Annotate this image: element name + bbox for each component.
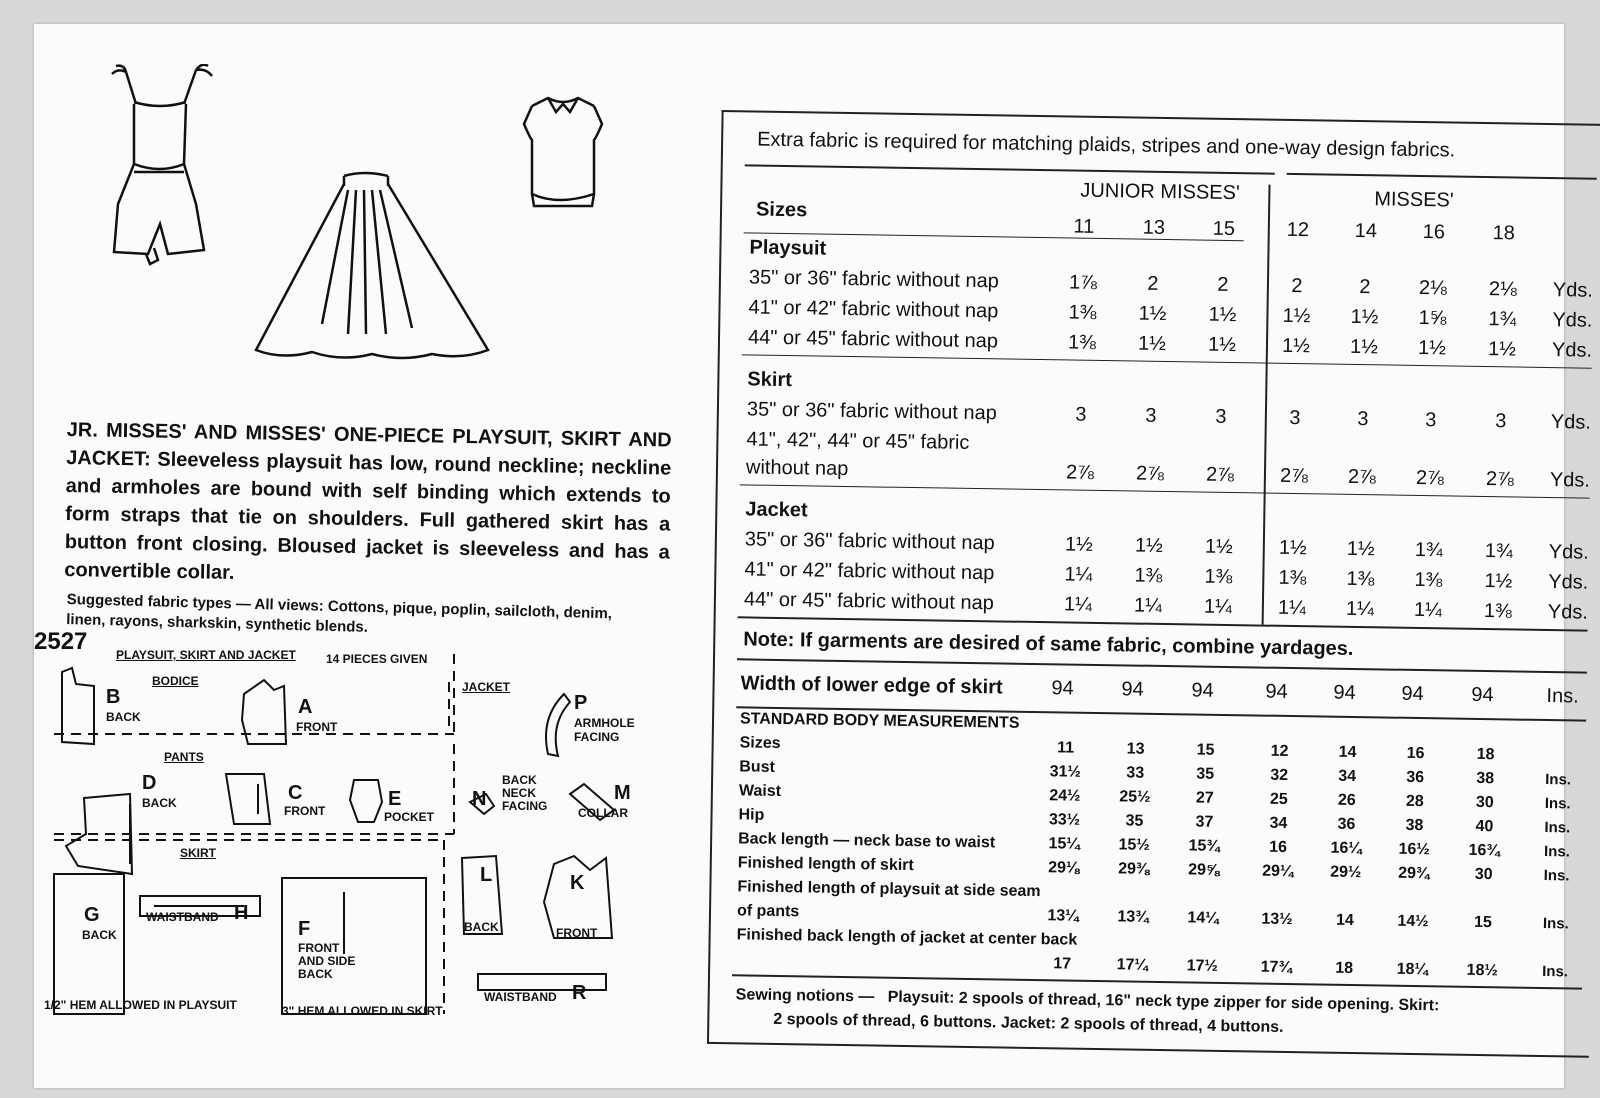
yardage-value: 1⅜ <box>1278 566 1307 590</box>
yardage-value: 2⅞ <box>1279 464 1309 488</box>
body-value: 35 <box>1196 765 1215 783</box>
yardage-value: 1⅜ <box>1067 331 1097 354</box>
body-value: 17 <box>1053 955 1072 973</box>
piece-e-name: POCKET <box>384 810 435 824</box>
section-heading: Playsuit <box>749 236 827 260</box>
yardage-value: 1½ <box>1282 304 1311 328</box>
body-value: 29½ <box>1330 863 1362 882</box>
yardage-value: 1½ <box>1208 303 1237 327</box>
yardage-value: 1½ <box>1346 537 1375 561</box>
body-value: 38 <box>1476 769 1495 788</box>
yardage-unit: Yds. <box>1552 309 1593 332</box>
pieces-given: 14 PIECES GIVEN <box>326 652 428 666</box>
yardage-value: 2⅛ <box>1488 278 1517 301</box>
body-row-label: Bust <box>739 758 775 776</box>
size-header: 13 <box>1142 216 1166 239</box>
piece-d-name: BACK <box>142 796 177 810</box>
yardage-value: 1½ <box>1487 338 1517 361</box>
yardage-value: 1⅜ <box>1346 567 1375 591</box>
yardage-value: 1⅜ <box>1134 564 1163 587</box>
body-value: 16½ <box>1398 840 1430 859</box>
piece-m-letter: M <box>614 782 631 804</box>
piece-c-name: FRONT <box>284 804 326 818</box>
body-value: 18½ <box>1466 961 1498 980</box>
yardage-value: 3 <box>1215 405 1227 428</box>
body-value: 29¾ <box>1398 864 1430 883</box>
piece-r-letter: R <box>572 982 587 1004</box>
yardage-value: 2⅞ <box>1485 468 1514 491</box>
piece-h-name: WAISTBAND <box>146 910 219 924</box>
sizes-label: Sizes <box>755 198 808 222</box>
body-value: 17¾ <box>1260 958 1292 977</box>
skirt-width-value: 94 <box>1051 677 1074 700</box>
body-value: 13¾ <box>1117 908 1149 926</box>
yardage-value: 1½ <box>1350 305 1379 329</box>
playsuit-illustration <box>104 64 224 274</box>
body-value: 18¼ <box>1396 960 1428 979</box>
body-value: 32 <box>1270 766 1289 784</box>
sewing-line-2: 2 spools of thread, 6 buttons. Jacket: 2 spools of thread, 4 buttons. <box>773 1010 1284 1036</box>
yardage-value: 1½ <box>1278 536 1307 560</box>
body-value: 36 <box>1406 768 1425 787</box>
body-value: 14¼ <box>1187 909 1219 927</box>
body-value: 14½ <box>1397 912 1429 931</box>
yardage-value: 2⅞ <box>1205 463 1235 487</box>
jacket-label: JACKET <box>462 680 511 694</box>
body-value: 14 <box>1335 911 1355 930</box>
pattern-envelope-back <box>34 24 1594 1088</box>
yardage-value: 1½ <box>1064 533 1093 556</box>
skirt-illustration <box>252 164 492 364</box>
skirt-width-value: 94 <box>1121 678 1144 701</box>
pieces-title: PLAYSUIT, SKIRT AND JACKET <box>116 648 296 662</box>
skirt-width-value: 94 <box>1401 682 1424 706</box>
yardage-row-label: 35" or 36" fabric without nap <box>746 398 997 425</box>
yardage-value: 2 <box>1147 272 1159 295</box>
yardage-row-label: 35" or 36" fabric without nap <box>748 266 1000 293</box>
body-value: 17¼ <box>1116 956 1148 974</box>
piece-g-name: BACK <box>82 928 117 942</box>
yardage-row-label-2: without nap <box>745 456 849 481</box>
piece-h-letter: H <box>234 902 249 924</box>
sewing-line-1: Playsuit: 2 spools of thread, 16" neck type zipper for side opening. Skirt: <box>887 988 1440 1015</box>
yardage-row-label: 41" or 42" fabric without nap <box>744 558 995 585</box>
yardage-unit: Yds. <box>1547 601 1589 624</box>
body-value: 24½ <box>1049 787 1081 805</box>
pattern-number: 2527 <box>34 628 88 655</box>
body-unit: Ins. <box>1544 795 1571 813</box>
yardage-unit: Yds. <box>1551 339 1593 362</box>
yardage-value: 3 <box>1289 406 1301 430</box>
yardage-value: 1½ <box>1207 333 1237 357</box>
yardage-value: 2 <box>1217 273 1229 296</box>
yardage-value: 1½ <box>1349 335 1379 359</box>
yardage-value: 1¼ <box>1133 594 1162 617</box>
section-heading: Jacket <box>745 498 808 522</box>
yardage-value: 1⅜ <box>1483 600 1512 623</box>
piece-c-letter: C <box>288 782 303 804</box>
body-unit: Ins. <box>1545 771 1572 789</box>
yardage-row-label: 41" or 42" fabric without nap <box>748 296 999 323</box>
size-header: 15 <box>1212 217 1236 241</box>
body-row-label: Finished length of skirt <box>737 854 914 875</box>
body-value: 15½ <box>1118 836 1150 854</box>
body-value: 13 <box>1126 740 1145 758</box>
sewing-label: Sewing notions — <box>735 986 875 1006</box>
body-value: 37 <box>1195 813 1214 831</box>
body-unit: Ins. <box>1542 962 1569 981</box>
yardage-value: 1¾ <box>1488 308 1517 331</box>
body-value: 18 <box>1476 745 1495 764</box>
body-value: 29⅝ <box>1188 861 1220 879</box>
yardage-value: 3 <box>1495 410 1507 433</box>
yardage-value: 1½ <box>1484 570 1513 593</box>
body-value: 25 <box>1269 790 1288 808</box>
piece-r-name: WAISTBAND <box>484 990 557 1004</box>
piece-l-letter: L <box>480 864 493 886</box>
piece-b-letter: B <box>106 686 121 708</box>
body-value: 40 <box>1475 817 1494 836</box>
piece-k-letter: K <box>570 872 585 894</box>
piece-d-letter: D <box>142 772 157 794</box>
yardage-unit: Yds. <box>1550 411 1592 434</box>
body-value: 29¼ <box>1262 862 1294 881</box>
body-value: 31½ <box>1049 763 1081 781</box>
body-row-label: Sizes <box>739 734 781 753</box>
body-title: STANDARD BODY MEASUREMENTS <box>739 710 1020 732</box>
yardage-value: 1⅝ <box>1418 306 1447 330</box>
body-row-label: Finished back length of jacket at center back <box>736 926 1078 949</box>
piece-p-name: ARMHOLE FACING <box>574 716 635 744</box>
body-value: 28 <box>1405 792 1424 811</box>
yardage-value: 2⅛ <box>1418 276 1447 300</box>
body-value: 11 <box>1057 739 1075 757</box>
body-value: 27 <box>1195 789 1214 807</box>
body-value: 13¼ <box>1047 907 1079 925</box>
body-row-label-2: of pants <box>736 902 800 921</box>
jacket-illustration <box>518 94 608 214</box>
size-header: 18 <box>1492 222 1516 245</box>
junior-misses-heading: JUNIOR MISSES' <box>1080 179 1240 205</box>
hem-playsuit-note: 1/2" HEM ALLOWED IN PLAYSUIT <box>44 998 237 1012</box>
piece-b-name: BACK <box>106 710 141 724</box>
piece-n-name: BACK NECK FACING <box>502 773 548 813</box>
chart-note-top: Extra fabric is required for matching plaids, stripes and one-way design fabrics. <box>756 128 1456 162</box>
section-heading: Skirt <box>747 368 793 392</box>
body-value: 14 <box>1338 743 1357 762</box>
body-value: 29⅛ <box>1048 859 1080 877</box>
body-value: 34 <box>1338 767 1357 786</box>
body-unit: Ins. <box>1543 867 1570 885</box>
body-value: 15¾ <box>1188 837 1220 855</box>
body-value: 16¾ <box>1468 841 1500 860</box>
note-combine: Note: If garments are desired of same fabric, combine yardages. <box>743 628 1354 660</box>
piece-g-letter: G <box>84 904 100 926</box>
yardage-value: 3 <box>1075 403 1087 426</box>
yardage-value: 3 <box>1145 404 1157 427</box>
skirt-width-value: 94 <box>1333 681 1356 705</box>
yardage-value: 1½ <box>1137 332 1167 356</box>
yardage-value: 2 <box>1359 276 1371 299</box>
yardage-value: 1¾ <box>1414 538 1443 562</box>
body-value: 15¼ <box>1048 835 1080 853</box>
description-title: JR. MISSES' AND MISSES' ONE-PIECE PLAYSUIT, SKIRT AND JACKET: <box>66 418 672 471</box>
piece-m-name: COLLAR <box>578 806 628 820</box>
yardage-unit: Yds. <box>1552 279 1594 302</box>
yardage-row-label: 35" or 36" fabric without nap <box>744 528 995 555</box>
suggested-text: All views: Cottons, pique, poplin, sailcloth, denim, linen, rayons, sharkskin, synthetic blends. <box>66 595 613 636</box>
body-value: 25½ <box>1119 788 1151 806</box>
yardage-unit: Yds. <box>1548 541 1589 564</box>
yardage-value: 1½ <box>1417 336 1447 360</box>
body-value: 30 <box>1475 793 1494 812</box>
description-body: Sleeveless playsuit has low, round neckline; neckline and armholes are bound with self binding which extends to form straps that tie on shoulders. Full gathered skirt has a button front closing. Bloused jacket is sleeveless and has a convertible collar. <box>64 448 672 584</box>
body-value: 26 <box>1337 791 1356 810</box>
body-unit: Ins. <box>1543 843 1571 861</box>
piece-n-letter: N <box>472 788 487 810</box>
piece-l-name: BACK <box>464 920 499 934</box>
body-value: 16¼ <box>1330 839 1362 858</box>
body-value: 33½ <box>1048 811 1081 829</box>
width-label: Width of lower edge of skirt <box>740 672 1003 699</box>
body-row-label: Back length — neck base to waist <box>738 830 996 852</box>
size-header: 11 <box>1073 215 1095 238</box>
skirt-label: SKIRT <box>180 846 216 860</box>
piece-a-name: FRONT <box>296 720 338 734</box>
yardage-value: 1⅜ <box>1204 565 1233 589</box>
yardage-value: 1½ <box>1138 302 1167 326</box>
skirt-width-value: 94 <box>1265 680 1288 703</box>
body-unit: Ins. <box>1542 914 1569 933</box>
body-value: 29⅜ <box>1118 860 1150 878</box>
yardage-value: 1⅜ <box>1414 568 1443 592</box>
body-value: 13½ <box>1261 910 1293 929</box>
yardage-unit: Yds. <box>1548 571 1589 594</box>
body-value: 18 <box>1335 959 1354 978</box>
yardage-value: 1¼ <box>1064 563 1093 586</box>
yardage-value: 2⅞ <box>1135 462 1165 485</box>
body-unit: Ins. <box>1544 819 1571 837</box>
skirt-width-value: 94 <box>1191 679 1214 702</box>
yardage-value: 1¼ <box>1413 598 1442 622</box>
bodice-label: BODICE <box>152 674 199 688</box>
yardage-value: 1⅞ <box>1068 271 1098 294</box>
yardage-value: 2⅞ <box>1065 461 1095 484</box>
yardage-value: 2⅞ <box>1347 465 1377 489</box>
pattern-description <box>64 416 672 595</box>
yardage-value: 1¼ <box>1063 593 1092 616</box>
skirt-width-value: 94 <box>1471 683 1494 707</box>
yardage-value: 1½ <box>1134 534 1163 557</box>
skirt-width-unit: Ins. <box>1546 685 1579 708</box>
yardage-value: 1¼ <box>1203 595 1232 619</box>
piece-e-letter: E <box>388 788 402 810</box>
body-row-label: Finished length of playsuit at side seam <box>737 878 1041 901</box>
piece-a-letter: A <box>298 696 313 718</box>
body-value: 12 <box>1270 742 1289 760</box>
piece-p-letter: P <box>574 692 588 714</box>
pants-label: PANTS <box>164 750 204 764</box>
yardage-chart <box>707 86 1600 1080</box>
piece-f-letter: F <box>298 918 311 940</box>
piece-k-name: FRONT <box>556 926 598 940</box>
yardage-value: 2⅞ <box>1415 466 1445 490</box>
yardage-value: 1⅜ <box>1068 301 1097 324</box>
body-value: 15 <box>1473 913 1492 932</box>
size-header: 14 <box>1354 219 1378 243</box>
body-value: 17½ <box>1186 957 1218 975</box>
yardage-value: 2 <box>1291 274 1303 298</box>
yardage-row-label: 41", 42", 44" or 45" fabric <box>746 428 970 454</box>
body-value: 30 <box>1474 865 1493 884</box>
piece-f-name: FRONT AND SIDE BACK <box>298 941 356 981</box>
body-row-label: Waist <box>738 782 782 801</box>
suggested-label: Suggested fabric types — <box>66 590 252 613</box>
misses-heading: MISSES' <box>1374 188 1454 212</box>
hem-skirt-note: 3" HEM ALLOWED IN SKIRT <box>282 1004 443 1018</box>
body-value: 38 <box>1405 816 1424 835</box>
body-value: 35 <box>1125 812 1144 830</box>
yardage-value: 1½ <box>1204 535 1233 559</box>
yardage-row-label: 44" or 45" fabric without nap <box>747 326 999 353</box>
body-value: 15 <box>1196 741 1215 759</box>
size-header: 16 <box>1422 221 1446 244</box>
yardage-value: 3 <box>1425 409 1437 432</box>
body-value: 36 <box>1337 815 1356 834</box>
body-value: 16 <box>1269 838 1288 856</box>
yardage-value: 1¼ <box>1277 596 1306 620</box>
yardage-value: 1½ <box>1281 334 1311 358</box>
size-header: 12 <box>1286 218 1310 242</box>
body-row-label: Hip <box>738 806 765 824</box>
body-value: 16 <box>1406 744 1425 763</box>
yardage-value: 1¼ <box>1345 597 1374 621</box>
yardage-row-label: 44" or 45" fabric without nap <box>743 588 994 615</box>
body-value: 33 <box>1126 764 1145 782</box>
yardage-value: 3 <box>1357 408 1369 431</box>
yardage-value: 1¾ <box>1484 540 1513 563</box>
yardage-unit: Yds. <box>1549 469 1591 492</box>
body-value: 34 <box>1269 814 1288 832</box>
